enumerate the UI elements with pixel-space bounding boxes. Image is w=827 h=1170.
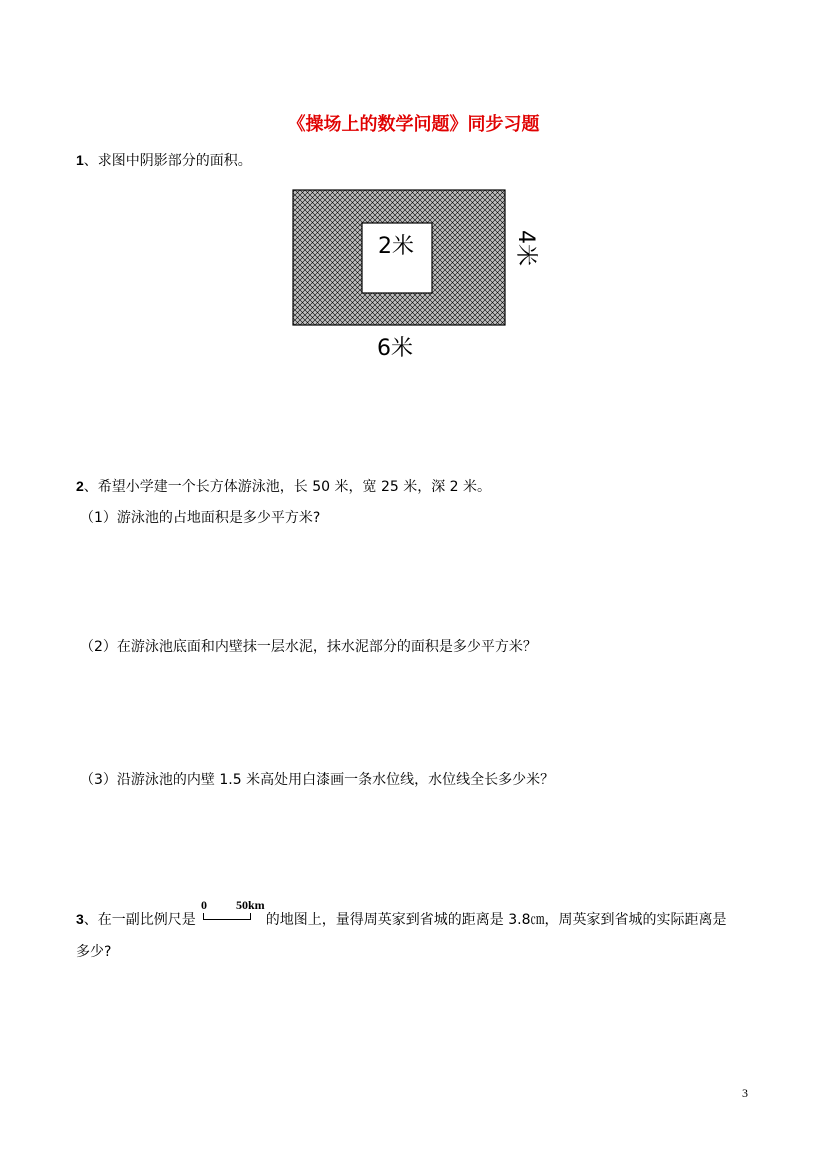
page-number: 3 <box>742 1086 748 1100</box>
question-text: 、在一副比例尺是 <box>83 912 196 928</box>
map-scale-bar <box>200 898 275 934</box>
question-2 <box>76 476 491 497</box>
question-3-line-2: 多少? <box>76 944 112 960</box>
question-number: 3 <box>76 911 84 927</box>
question-text: 、希望小学建一个长方体游泳池，长 50 米，宽 25 米，深 2 米。 <box>83 479 492 495</box>
question-3-line-1 <box>76 909 727 930</box>
question-2-part-1: （1）游泳池的占地面积是多少平方米? <box>80 510 321 526</box>
width-label: 6米 <box>377 336 413 361</box>
shaded-area-figure <box>280 180 560 380</box>
question-number: 2 <box>76 478 84 494</box>
question-text: 、求图中阴影部分的面积。 <box>83 153 252 169</box>
height-label: 4米 <box>513 230 538 266</box>
scale-end-label: 50km <box>236 898 265 912</box>
question-text: 的地图上，量得周英家到省城的距离是 3.8㎝，周英家到省城的实际距离是 <box>265 912 727 928</box>
scale-start-label: 0 <box>201 898 207 912</box>
question-2-part-3: （3）沿游泳池的内壁 1.5 米高处用白漆画一条水位线，水位线全长多少米？ <box>80 772 555 788</box>
question-2-part-2: （2）在游泳池底面和内壁抹一层水泥，抹水泥部分的面积是多少平方米？ <box>80 639 537 655</box>
inner-square-label: 2米 <box>378 234 414 259</box>
page-title: 《操场上的数学问题》同步习题 <box>287 114 540 135</box>
question-number: 1 <box>76 152 84 168</box>
scale-line <box>203 913 251 920</box>
question-1 <box>76 150 252 171</box>
